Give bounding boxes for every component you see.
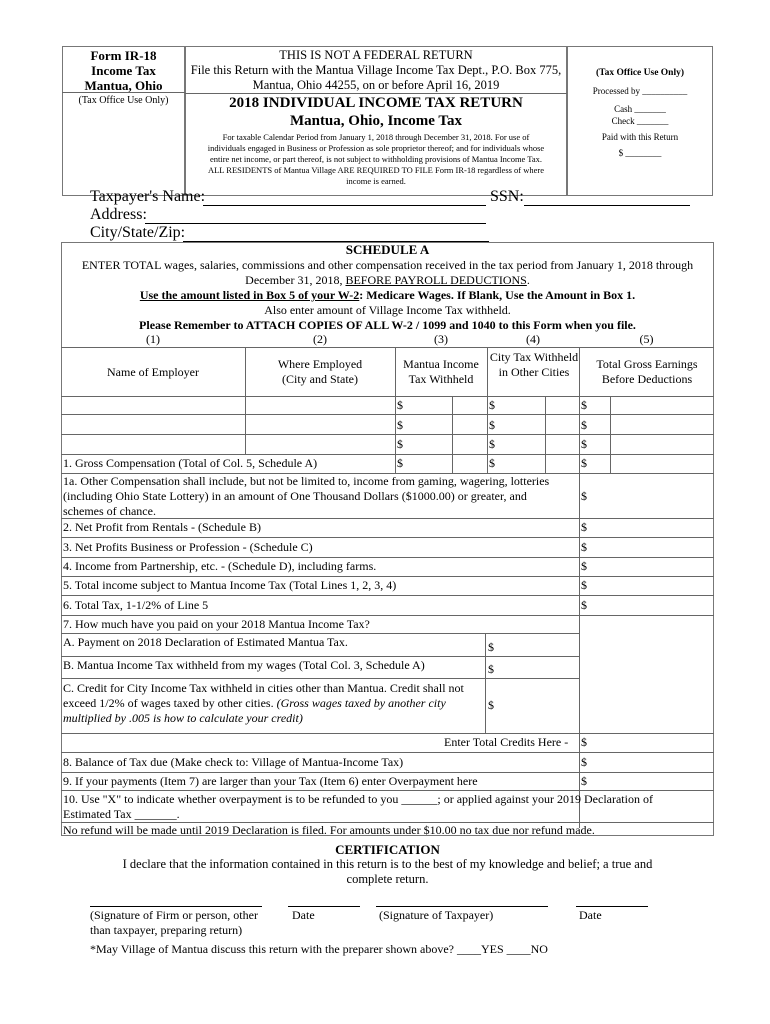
col-head-employer: Name of Employer: [107, 365, 199, 379]
ssn-line[interactable]: [524, 205, 690, 206]
file-line1: File this Return with the Mantua Village Income Tax Dept., P.O. Box 775,: [190, 63, 562, 77]
taxpayer-name-label: Taxpayer's Name:: [90, 188, 206, 205]
sig-firm-label-2: than taxpayer, preparing return): [90, 923, 243, 937]
date2-label: Date: [579, 908, 602, 922]
grid-h-615: [61, 615, 714, 616]
header-center-divider: [185, 93, 567, 94]
schedule-a-line5: Please Remember to ATTACH COPIES OF ALL W-2 / 1099 and 1040 to this Form when you file.: [139, 318, 636, 332]
line-4-text: 4. Income from Partnership, etc. - (Schedule D), including farms.: [63, 559, 377, 573]
line-1a-text-3: schemes of chance.: [63, 504, 156, 518]
grid-h-396: [61, 396, 714, 397]
total-credits-label: Enter Total Credits Here -: [444, 735, 569, 749]
line-1a-text-2: (including Ohio State Lottery) in an amount of One Thousand Dollars ($1000.00) or greater, and: [63, 489, 527, 503]
line4-dollar[interactable]: $: [581, 559, 587, 573]
grid-h-454: [61, 454, 714, 455]
col-num-5: (5): [639, 332, 654, 346]
ssn-label: SSN:: [490, 188, 524, 205]
line1-dollar-3[interactable]: $: [397, 456, 403, 470]
line1a-dollar[interactable]: $: [581, 489, 587, 503]
line-7c-text-2: exceed 1/2% of wages taxed by other cities. (Gross wages taxed by another city: [63, 696, 446, 710]
certification-text-1: I declare that the information contained in this return is to the best of my knowledge and belief; a true and: [122, 857, 653, 871]
grid-h-790: [61, 790, 714, 791]
sig-firm-line[interactable]: [90, 906, 262, 907]
line-7b-text: B. Mantua Income Tax withheld from my wages (Total Col. 3, Schedule A): [63, 658, 425, 672]
line5-dollar[interactable]: $: [581, 578, 587, 592]
row1-dollar-5[interactable]: $: [581, 398, 587, 412]
date1-label: Date: [292, 908, 315, 922]
grid-v-395: [395, 347, 396, 473]
line6-dollar[interactable]: $: [581, 598, 587, 612]
grid-h-518: [61, 518, 714, 519]
grid-v-487: [487, 347, 488, 473]
paid-amount[interactable]: $ ________: [618, 148, 662, 158]
grid-v-545: [545, 396, 546, 473]
line-10-text-1: 10. Use "X" to indicate whether overpayment is to be refunded to you ______; or applied against your 2019 Declaration of: [63, 792, 653, 806]
col-num-4: (4): [526, 332, 540, 346]
schedule-a-line2: December 31, 2018, BEFORE PAYROLL DEDUCTIONS.: [245, 273, 530, 287]
cash-field[interactable]: Cash _______: [614, 104, 666, 114]
grid-v-452: [452, 396, 453, 473]
grid-h-656: [61, 656, 579, 657]
credits-dollar[interactable]: $: [581, 735, 587, 749]
city-label: City/State/Zip:: [90, 224, 186, 241]
sig-taxpayer-line[interactable]: [376, 906, 548, 907]
grid-v-485: [485, 633, 486, 733]
form-subtitle: Mantua, Ohio, Income Tax: [289, 113, 463, 129]
row3-dollar-4[interactable]: $: [489, 437, 495, 451]
line7b-dollar[interactable]: $: [488, 662, 494, 676]
taxable-note-1: For taxable Calendar Period from January 1, 2018 through December 31, 2018. For use of: [222, 132, 530, 142]
col-num-3: (3): [434, 332, 448, 346]
schedule-a-line1: ENTER TOTAL wages, salaries, commissions and other compensation received in the tax period from January 1, 2018 through: [81, 258, 694, 272]
grid-h-576: [61, 576, 714, 577]
office-use-left: (Tax Office Use Only): [78, 95, 169, 106]
line-1-text: 1. Gross Compensation (Total of Col. 5, Schedule A): [63, 456, 318, 470]
grid-v-245: [245, 347, 246, 454]
form-id: Form IR-18: [90, 48, 157, 63]
date2-line[interactable]: [576, 906, 648, 907]
grid-h-537: [61, 537, 714, 538]
row2-dollar-3[interactable]: $: [397, 418, 403, 432]
col-head-gross: Total Gross Earnings Before Deductions: [596, 357, 698, 386]
schedule-a-title: SCHEDULE A: [345, 242, 430, 257]
line1-dollar-4[interactable]: $: [489, 456, 495, 470]
line-7-text: 7. How much have you paid on your 2018 Mantua Income Tax?: [63, 617, 370, 631]
grid-v-610: [610, 396, 611, 473]
line1-dollar-5[interactable]: $: [581, 456, 587, 470]
date1-line[interactable]: [288, 906, 360, 907]
col-head-where: Where Employed (City and State): [277, 357, 363, 386]
row1-dollar-3[interactable]: $: [397, 398, 403, 412]
grid-h-678: [61, 678, 579, 679]
line-3-text: 3. Net Profits Business or Profession - (Schedule C): [63, 540, 313, 554]
row3-dollar-3[interactable]: $: [397, 437, 403, 451]
form-sub: Income Tax: [91, 63, 156, 78]
row3-dollar-5[interactable]: $: [581, 437, 587, 451]
file-line2: Mantua, Ohio 44255, on or before April 16, 2019: [252, 78, 500, 92]
row2-dollar-5[interactable]: $: [581, 418, 587, 432]
form-title: 2018 INDIVIDUAL INCOME TAX RETURN: [229, 95, 523, 111]
address-label: Address:: [90, 206, 147, 223]
schedule-a-line4: Also enter amount of Village Income Tax withheld.: [264, 303, 511, 317]
line7c-dollar[interactable]: $: [488, 698, 494, 712]
line-7c-text-1: C. Credit for City Income Tax withheld in cities other than Mantua. Credit shall not: [63, 681, 464, 695]
line-8-text: 8. Balance of Tax due (Make check to: Village of Mantua-Income Tax): [63, 755, 404, 769]
row1-dollar-4[interactable]: $: [489, 398, 495, 412]
grid-h-434: [61, 434, 714, 435]
taxable-note-5: income is earned.: [346, 176, 406, 186]
processed-by[interactable]: Processed by __________: [592, 86, 688, 96]
col-num-2: (2): [313, 332, 327, 346]
taxable-note-4: ALL RESIDENTS of Mantua Village ARE REQUIRED TO FILE Form IR-18 regardless of where: [207, 165, 545, 175]
line-9-text: 9. If your payments (Item 7) are larger than your Tax (Item 6) enter Overpayment here: [63, 774, 478, 788]
row2-dollar-4[interactable]: $: [489, 418, 495, 432]
grid-h-772: [61, 772, 714, 773]
col-head-mantua: Mantua Income Tax Withheld: [403, 357, 479, 386]
line-7a-text: A. Payment on 2018 Declaration of Estimated Mantua Tax.: [63, 635, 348, 649]
line8-dollar[interactable]: $: [581, 755, 587, 769]
line-1a-text-1: 1a. Other Compensation shall include, but not be limited to, income from gaming, wagering, lotteries: [63, 474, 550, 488]
certification-title: CERTIFICATION: [335, 842, 440, 857]
discuss-question[interactable]: *May Village of Mantua discuss this return with the preparer shown above? ____YES ____NO: [90, 942, 548, 956]
line9-dollar[interactable]: $: [581, 774, 587, 788]
col-num-1: (1): [146, 332, 160, 346]
grid-h-633: [61, 633, 579, 634]
sig-taxpayer-label: (Signature of Taxpayer): [379, 908, 494, 922]
grid-h-595: [61, 595, 714, 596]
not-federal: THIS IS NOT A FEDERAL RETURN: [279, 48, 473, 62]
taxpayer-name-line[interactable]: [203, 205, 486, 206]
line-2-text: 2. Net Profit from Rentals - (Schedule B): [63, 520, 261, 534]
sig-firm-label: (Signature of Firm or person, other: [90, 908, 258, 922]
grid-h-557: [61, 557, 714, 558]
taxable-note-3: entire net income, or part thereof, is not subject to withholding provisions of Mantua Income Tax.: [209, 154, 543, 164]
grid-v-579: [579, 347, 580, 828]
grid-h-347: [61, 347, 714, 348]
schedule-a-line3: Use the amount listed in Box 5 of your W-2: Medicare Wages. If Blank, Use the Amount in Box 1.: [139, 288, 636, 302]
certification-text-2: complete return.: [346, 872, 429, 886]
check-field[interactable]: Check _______: [611, 116, 669, 126]
line-10-text-2: Estimated Tax _______.: [63, 807, 180, 821]
no-refund-text: No refund will be made until 2019 Declaration is filed. For amounts under $10.00 no tax due nor refund made.: [63, 823, 595, 837]
line7a-dollar[interactable]: $: [488, 640, 494, 654]
address-line[interactable]: [145, 223, 486, 224]
col-head-other-cities: City Tax Withheld in Other Cities: [489, 350, 579, 379]
line2-dollar[interactable]: $: [581, 520, 587, 534]
grid-h-414: [61, 414, 714, 415]
grid-h-733: [61, 733, 714, 734]
line-5-text: 5. Total income subject to Mantua Income Tax (Total Lines 1, 2, 3, 4): [63, 578, 397, 592]
grid-h-752: [61, 752, 714, 753]
line-7c-text-3: multiplied by .005 is how to calculate your credit): [63, 711, 303, 725]
office-use-right: (Tax Office Use Only): [595, 68, 685, 78]
paid-with: Paid with this Return: [601, 132, 679, 142]
taxable-note-2: individuals engaged in Business or Profession as sole proprietor thereof; and for individuals whose: [207, 143, 545, 153]
line3-dollar[interactable]: $: [581, 540, 587, 554]
form-city: Mantua, Ohio: [84, 78, 163, 93]
line-6-text: 6. Total Tax, 1-1/2% of Line 5: [63, 598, 209, 612]
